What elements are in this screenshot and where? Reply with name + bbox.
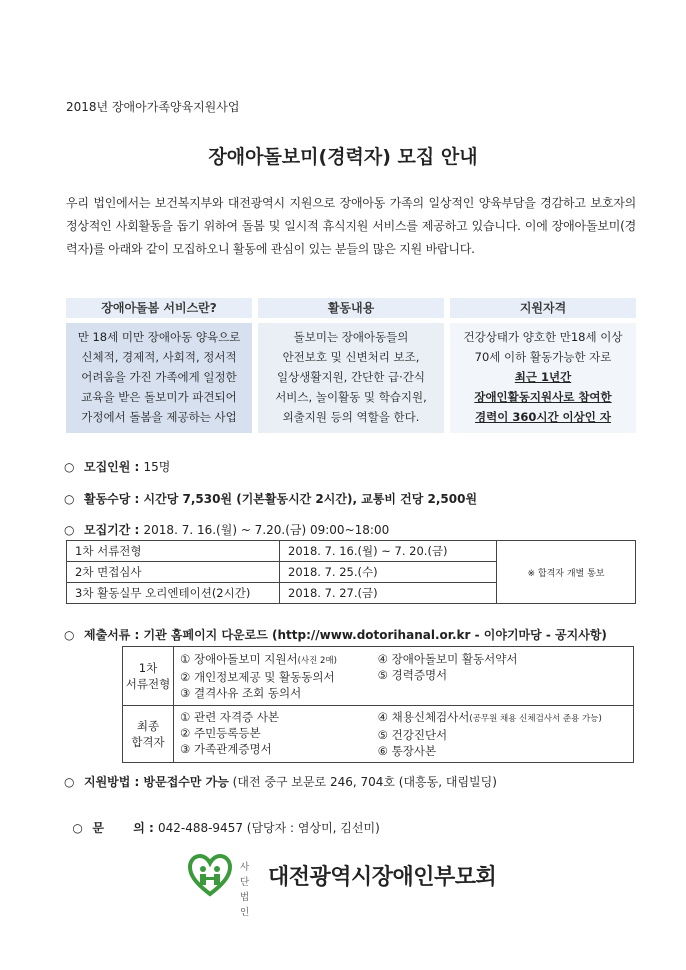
box-line: 외출지원 등의 역할을 한다. bbox=[282, 410, 420, 424]
stage-cell: 3차 활동실무 오리엔테이션(2시간) bbox=[67, 583, 280, 604]
doc-item: ③ 결격사유 조회 동의서 bbox=[180, 686, 302, 700]
schedule-table bbox=[66, 540, 636, 604]
box-line-emphasis: 장애인활동지원사로 참여한 bbox=[474, 390, 612, 404]
period-item bbox=[64, 521, 389, 538]
org-name: 대전광역시장애인부모회 bbox=[268, 865, 497, 890]
doc-item: ⑤ 건강진단서 bbox=[377, 728, 448, 742]
table-row bbox=[123, 706, 634, 763]
org-type-line: 법인 bbox=[240, 892, 250, 918]
contact-label: 문 의 : bbox=[92, 821, 158, 835]
period-value: 2018. 7. 16.(월) ~ 7.20.(금) 09:00~18:00 bbox=[143, 523, 390, 537]
stage-label: 합격자 bbox=[131, 735, 165, 749]
box-line: 돌보미는 장애아동들의 bbox=[293, 330, 409, 344]
stage-label: 서류전형 bbox=[125, 677, 171, 691]
period-label: 모집기간 : bbox=[84, 523, 144, 537]
date-cell: 2018. 7. 16.(월) ~ 7. 20.(금) bbox=[280, 541, 497, 562]
box-body-service bbox=[66, 323, 252, 433]
bullet-icon: ○ bbox=[64, 775, 75, 789]
box-line: 건강상태가 양호한 만18세 이상 bbox=[463, 330, 623, 344]
doc-item: ③ 가족관계증명서 bbox=[180, 742, 272, 756]
bullet-icon: ○ bbox=[64, 460, 75, 474]
documents-item bbox=[64, 626, 607, 643]
box-line-emphasis: 경력이 360시간 이상인 자 bbox=[475, 410, 611, 424]
date-cell: 2018. 7. 27.(금) bbox=[280, 583, 497, 604]
org-type bbox=[240, 860, 249, 920]
stage-label: 1차 bbox=[138, 661, 158, 675]
box-line: 신체적, 경제적, 사회적, 정서적 bbox=[81, 350, 237, 364]
org-logo-icon bbox=[188, 854, 232, 898]
org-type-line: 사단 bbox=[240, 862, 250, 888]
pay-item bbox=[64, 490, 477, 507]
box-line: 만 18세 미만 장애아동 양육으로 bbox=[77, 330, 241, 344]
recruit-label: 모집인원 : bbox=[84, 460, 144, 474]
pay-value: 시간당 7,530원 (기본활동시간 2시간), 교통비 건당 2,500원 bbox=[143, 492, 478, 506]
doc-item-text: ① 장애아돌보미 지원서 bbox=[180, 652, 298, 666]
doc-item: ④ 장애아돌보미 활동서약서 bbox=[377, 652, 518, 666]
box-body-activities bbox=[258, 323, 444, 433]
stage-first bbox=[123, 647, 174, 706]
recruit-item bbox=[64, 458, 170, 475]
table-row bbox=[123, 647, 634, 706]
homepage-link[interactable]: http://www.dotorihanal.or.kr bbox=[277, 628, 471, 642]
box-line: 서비스, 놀이활동 및 학습지원, bbox=[275, 390, 427, 404]
recruit-value: 15명 bbox=[143, 460, 171, 474]
box-line-emphasis: 최근 1년간 bbox=[514, 370, 572, 384]
apply-item bbox=[64, 773, 497, 790]
contact-value: 042-488-9457 (담당자 : 염상미, 김선미) bbox=[157, 821, 380, 835]
box-heading-activities: 활동내용 bbox=[258, 298, 444, 318]
table-row bbox=[67, 541, 636, 562]
apply-detail: (대전 중구 보문로 246, 704호 (대흥동, 대림빌딩) bbox=[228, 775, 497, 789]
bullet-icon: ○ bbox=[72, 821, 83, 835]
box-line: 70세 이하 활동가능한 자로 bbox=[474, 350, 612, 364]
box-line: 안전보호 및 신변처리 보조, bbox=[282, 350, 420, 364]
box-line: 일상생활지원, 간단한 급·간식 bbox=[277, 370, 425, 384]
doc-item-note: (공무원 채용 신체검사서 준용 가능) bbox=[469, 714, 602, 724]
doc-item: ② 주민등록등본 bbox=[180, 726, 261, 740]
doc-item: ① 관련 자격증 사본 bbox=[180, 710, 280, 724]
box-line: 어려움을 가진 가족에게 일정한 bbox=[81, 370, 237, 384]
doc-item: ⑤ 경력증명서 bbox=[377, 668, 448, 682]
final-doc-list bbox=[174, 706, 634, 763]
contact-item bbox=[64, 805, 380, 836]
box-line: 가정에서 돌봄을 제공하는 사업 bbox=[81, 410, 237, 424]
stage-final bbox=[123, 706, 174, 763]
page-title: 장애아돌보미(경력자) 모집 안내 bbox=[208, 146, 478, 168]
doc-item: ⑥ 통장사본 bbox=[377, 744, 437, 758]
doc-item-note: (사진 2매) bbox=[297, 656, 337, 666]
stage-label: 최종 bbox=[136, 719, 160, 733]
first-doc-list bbox=[174, 647, 634, 706]
pay-label: 활동수당 : bbox=[84, 492, 144, 506]
stage-cell: 2차 면접심사 bbox=[67, 562, 280, 583]
documents-suffix: - 이야기마당 - 공지사항) bbox=[470, 628, 607, 642]
intro-paragraph: 우리 법인에서는 보건복지부와 대전광역시 지원으로 장애아동 가족의 일상적인 양육부담을 경감하고 보호자의 정상적인 사회활동을 돕기 위하여 돌봄 및 일시적 휴식지원 서비스를 제공하고 있습니다. 이에 장애아돌보미(경력자)를 아래와 같이 모집하오니 활동에 관심이 있는 분들의 많은 지원 바랍니다. bbox=[66, 196, 636, 256]
box-heading-eligibility: 지원자격 bbox=[450, 298, 636, 318]
bullet-icon: ○ bbox=[64, 628, 75, 642]
documents-table bbox=[122, 646, 634, 763]
apply-value: 방문접수만 가능 bbox=[143, 775, 229, 789]
apply-label: 지원방법 : bbox=[84, 775, 144, 789]
doc-item: ② 개인정보제공 및 활동동의서 bbox=[180, 670, 335, 684]
doc-item-text: ④ 채용신체검사서 bbox=[377, 710, 470, 724]
box-heading-service: 장애아돌봄 서비스란? bbox=[66, 298, 252, 318]
stage-cell: 1차 서류전형 bbox=[67, 541, 280, 562]
doc-item bbox=[180, 651, 374, 669]
box-body-eligibility bbox=[450, 323, 636, 433]
doc-header: 2018년 장애아가족양육지원사업 bbox=[66, 100, 240, 114]
date-cell: 2018. 7. 25.(수) bbox=[280, 562, 497, 583]
bullet-icon: ○ bbox=[64, 492, 75, 506]
doc-item bbox=[378, 709, 602, 727]
bullet-icon: ○ bbox=[64, 523, 75, 537]
documents-value: 기관 홈페이지 다운로드 ( bbox=[143, 628, 278, 642]
documents-label: 제출서류 : bbox=[84, 628, 144, 642]
box-line: 교육을 받은 돌보미가 파견되어 bbox=[81, 390, 237, 404]
schedule-note: ※ 합격자 개별 통보 bbox=[497, 541, 636, 604]
